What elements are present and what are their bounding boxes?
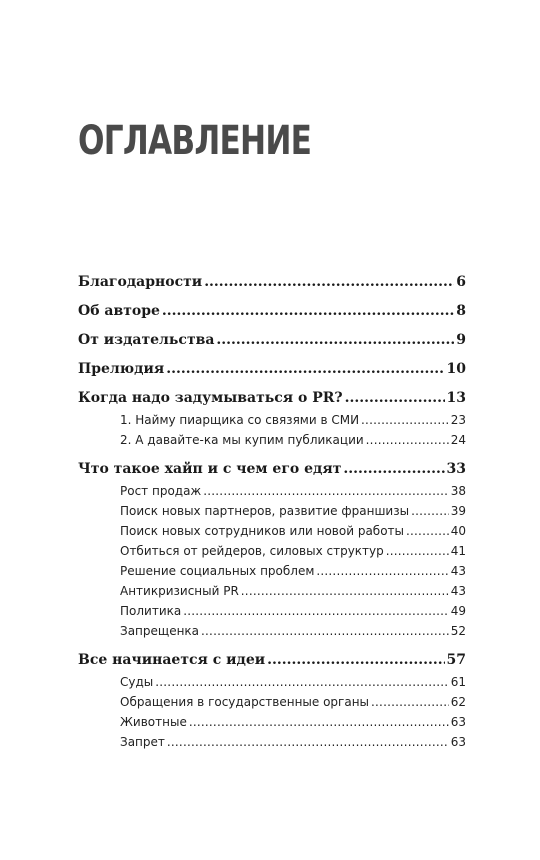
dot-leader (162, 301, 454, 321)
toc-page-number: 57 (446, 652, 466, 668)
dot-leader (189, 712, 449, 732)
toc-section-entry (120, 410, 466, 430)
toc-page-number: 63 (450, 715, 466, 729)
toc-page-number: 63 (450, 735, 466, 749)
toc-page-number: 10 (446, 361, 466, 377)
toc-page-number: 62 (450, 695, 466, 709)
toc-page-number: 13 (446, 390, 466, 406)
toc-entry-title: Решение социальных проблем (120, 564, 315, 578)
toc-section-entry (120, 541, 466, 561)
toc-entry-title: Отбиться от рейдеров, силовых структур (120, 544, 384, 558)
toc-section-entry (120, 430, 466, 450)
toc-chapter-entry (78, 388, 466, 408)
toc-page-number: 38 (450, 484, 466, 498)
dot-leader (167, 732, 449, 752)
dot-leader (216, 330, 454, 350)
toc-section-entry (120, 561, 466, 581)
toc-chapter-entry (78, 301, 466, 321)
dot-leader (345, 388, 445, 408)
toc-chapter-entry (78, 459, 466, 479)
table-of-contents (78, 272, 466, 752)
toc-entry-title: Обращения в государственные органы (120, 695, 370, 709)
toc-entry-title: Прелюдия (78, 361, 165, 377)
dot-leader (386, 541, 449, 561)
toc-page-number: 41 (450, 544, 466, 558)
toc-chapter-entry (78, 330, 466, 350)
dot-leader (343, 459, 444, 479)
toc-page-number: 52 (450, 624, 466, 638)
toc-entry-title: Все начинается с идеи (78, 652, 266, 668)
toc-section-entry (120, 581, 466, 601)
dot-leader (366, 430, 449, 450)
toc-section-entry (120, 732, 466, 752)
toc-page-number: 61 (450, 675, 466, 689)
toc-section-entry (120, 521, 466, 541)
toc-entry-title: Когда надо задумываться о PR? (78, 390, 343, 406)
toc-page-number: 40 (450, 524, 466, 538)
toc-section-entry (120, 481, 466, 501)
toc-entry-title: Антикризисный PR (120, 584, 239, 598)
toc-entry-title: Что такое хайп и с чем его едят (78, 461, 342, 477)
toc-page-number: 23 (450, 413, 466, 427)
toc-section-entry (120, 601, 466, 621)
dot-leader (203, 481, 448, 501)
toc-chapter-entry (78, 272, 466, 292)
dot-leader (166, 359, 444, 379)
toc-entry-title: От издательства (78, 332, 215, 348)
toc-entry-title: 1. Найму пиарщика со связями в СМИ (120, 413, 360, 427)
dot-leader (204, 272, 454, 292)
dot-leader (316, 561, 448, 581)
toc-section-entry (120, 712, 466, 732)
toc-page-number: 8 (456, 303, 466, 319)
dot-leader (183, 601, 448, 621)
toc-section-entry (120, 621, 466, 641)
toc-entry-title: Благодарности (78, 274, 203, 290)
dot-leader (361, 410, 449, 430)
toc-page-number: 24 (450, 433, 466, 447)
toc-page-number: 49 (450, 604, 466, 618)
toc-chapter-entry (78, 650, 466, 670)
toc-page-number: 9 (456, 332, 466, 348)
toc-entry-title: Поиск новых сотрудников или новой работы (120, 524, 405, 538)
dot-leader (201, 621, 449, 641)
dot-leader (241, 581, 449, 601)
toc-section-entry (120, 501, 466, 521)
toc-page-number: 43 (450, 584, 466, 598)
dot-leader (371, 692, 449, 712)
dot-leader (406, 521, 449, 541)
toc-section-entry (120, 672, 466, 692)
toc-entry-title: Запрещенка (120, 624, 200, 638)
toc-page-number: 33 (446, 461, 466, 477)
toc-page-number: 39 (450, 504, 466, 518)
toc-entry-title: Поиск новых партнеров, развитие франшизы (120, 504, 410, 518)
toc-entry-title: Рост продаж (120, 484, 202, 498)
toc-entry-title: Запрет (120, 735, 165, 749)
toc-entry-title: Политика (120, 604, 182, 618)
toc-entry-title: Животные (120, 715, 187, 729)
toc-entry-title: 2. А давайте-ка мы купим публикации (120, 433, 364, 447)
toc-page-number: 43 (450, 564, 466, 578)
dot-leader (155, 672, 448, 692)
toc-entry-title: Суды (120, 675, 154, 689)
page-title: ОГЛАВЛЕНИЕ (78, 118, 312, 164)
dot-leader (411, 501, 449, 521)
toc-page-number: 6 (456, 274, 466, 290)
dot-leader (267, 650, 444, 670)
toc-chapter-entry (78, 359, 466, 379)
toc-entry-title: Об авторе (78, 303, 160, 319)
toc-section-entry (120, 692, 466, 712)
